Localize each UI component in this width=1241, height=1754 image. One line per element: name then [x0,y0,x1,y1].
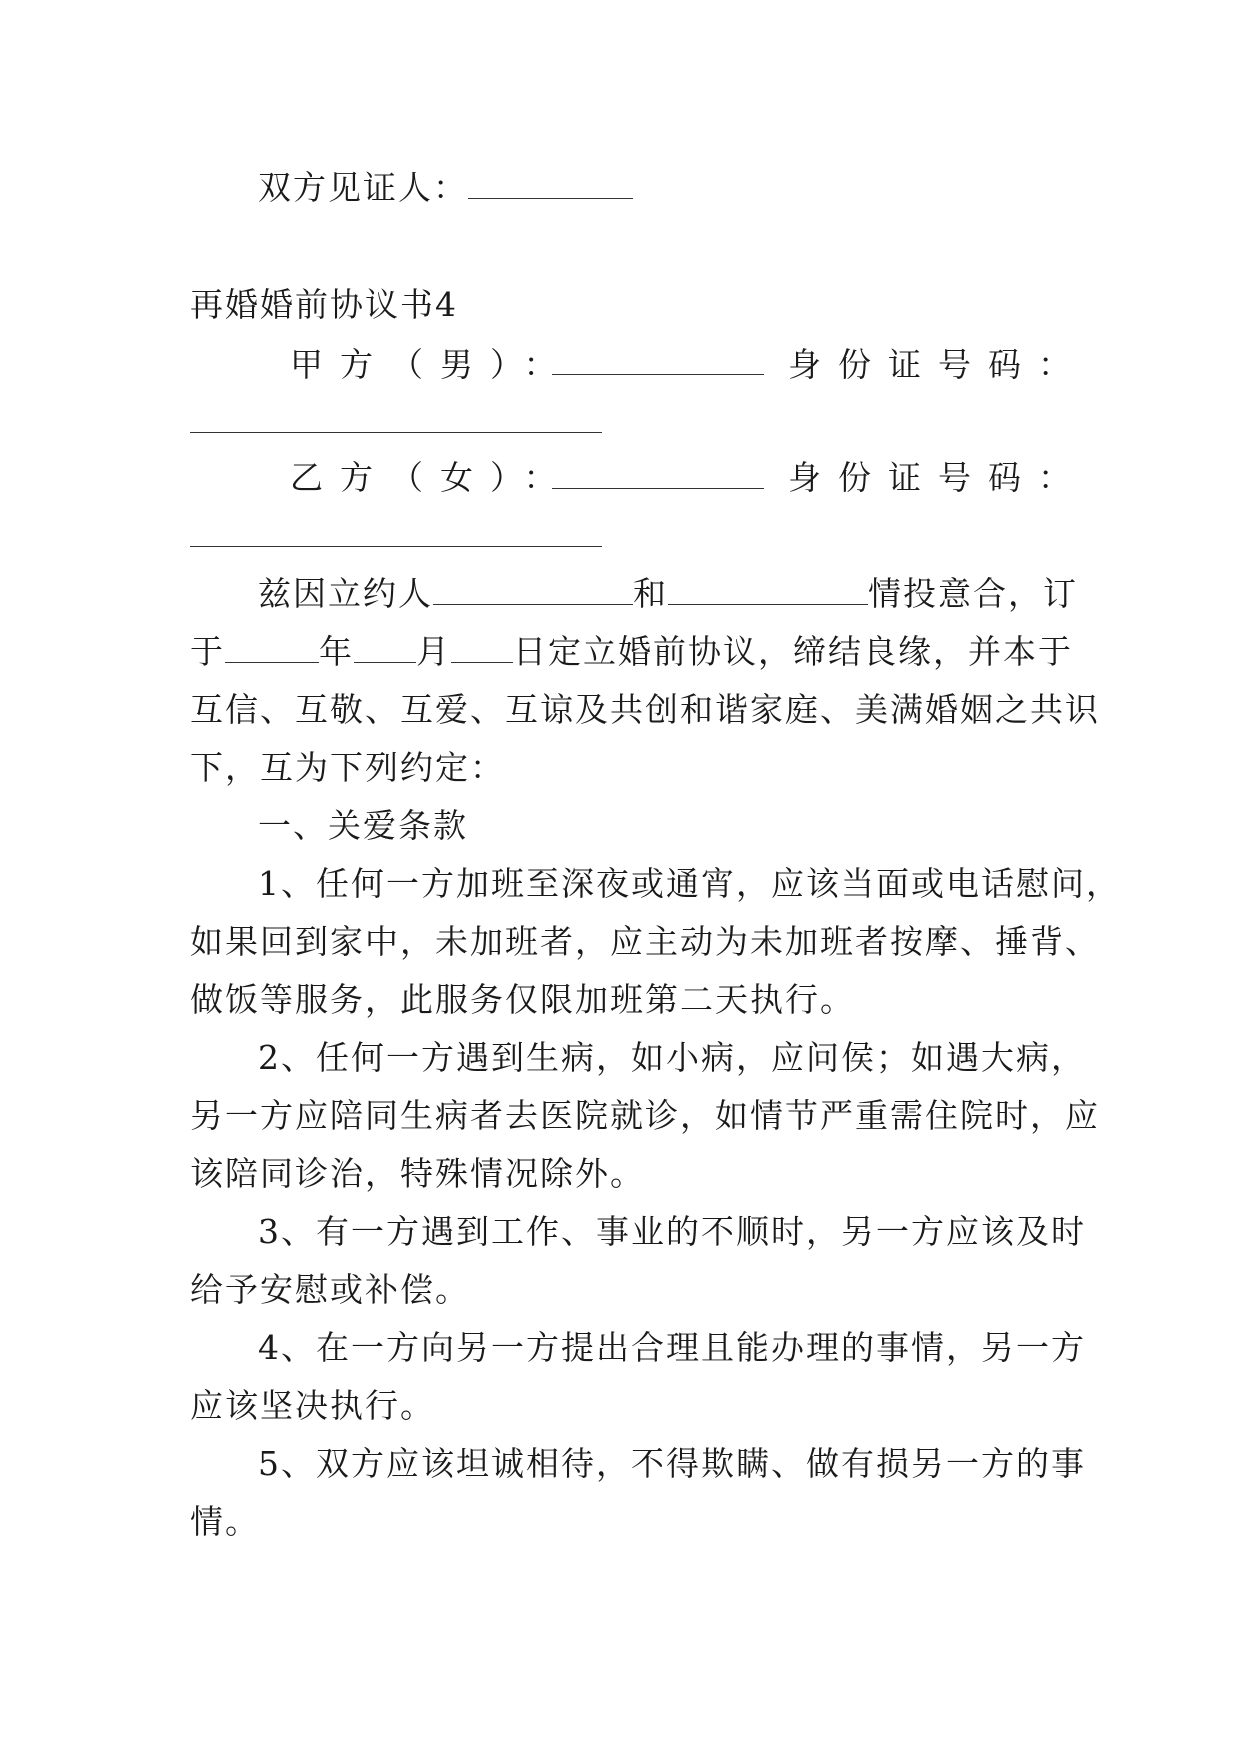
clause-line: 1、任何一方加班至深夜或通宵，应该当面或电话慰问， [258,864,1121,903]
intro-line-2 [190,632,1073,672]
intro-text: 于 [190,632,225,671]
document-title: 再婚婚前协议书4 [190,285,458,324]
month-blank [354,636,416,663]
day-blank [451,636,513,663]
section-heading: 一、关爱条款 [258,806,468,845]
party-b-label: 乙方（女）： [290,458,574,497]
witness-blank [468,172,633,199]
contractor-2-blank [668,578,868,605]
intro-line-3: 互信、互敬、互爱、互谅及共创和谐家庭、美满婚姻之共识 [190,690,1100,729]
clause-line: 情。 [190,1502,260,1541]
party-a-id-blank [190,432,602,433]
witness-line [258,168,633,208]
clause-line: 2、任何一方遇到生病，如小病，应问侯；如遇大病， [258,1038,1086,1077]
party-a-label: 甲方（男）： [290,345,574,384]
intro-text: 年 [319,632,354,671]
party-a-id-label: 身份证号码： [788,345,1088,384]
clause-line: 该陪同诊治，特殊情况除外。 [190,1154,645,1193]
clause-line: 另一方应陪同生病者去医院就诊，如情节严重需住院时，应 [190,1096,1100,1135]
contractor-1-blank [433,578,633,605]
clause-line: 做饭等服务，此服务仅限加班第二天执行。 [190,980,855,1019]
clause-line: 应该坚决执行。 [190,1386,435,1425]
intro-text: 日定立婚前协议，缔结良缘，并本于 [513,632,1073,671]
party-a-line [290,345,574,385]
clause-line: 如果回到家中，未加班者，应主动为未加班者按摩、捶背、 [190,922,1100,961]
year-blank [225,636,319,663]
witness-label: 双方见证人： [258,168,468,207]
intro-text: 和 [633,574,668,613]
clause-line: 5、双方应该坦诚相待，不得欺瞒、做有损另一方的事 [258,1444,1086,1483]
clause-line: 3、有一方遇到工作、事业的不顺时，另一方应该及时 [258,1212,1086,1251]
intro-text: 情投意合，订 [868,574,1078,613]
intro-line-4: 下，互为下列约定： [190,748,505,787]
party-b-id-label: 身份证号码： [788,458,1088,497]
party-a-name-blank [552,374,764,375]
party-b-id-blank [190,546,602,547]
clause-line: 4、在一方向另一方提出合理且能办理的事情，另一方 [258,1328,1086,1367]
party-b-name-blank [552,488,764,489]
party-b-line [290,458,574,498]
intro-line-1 [258,574,1078,614]
clause-line: 给予安慰或补偿。 [190,1270,470,1309]
intro-text: 月 [416,632,451,671]
intro-text: 兹因立约人 [258,574,433,613]
